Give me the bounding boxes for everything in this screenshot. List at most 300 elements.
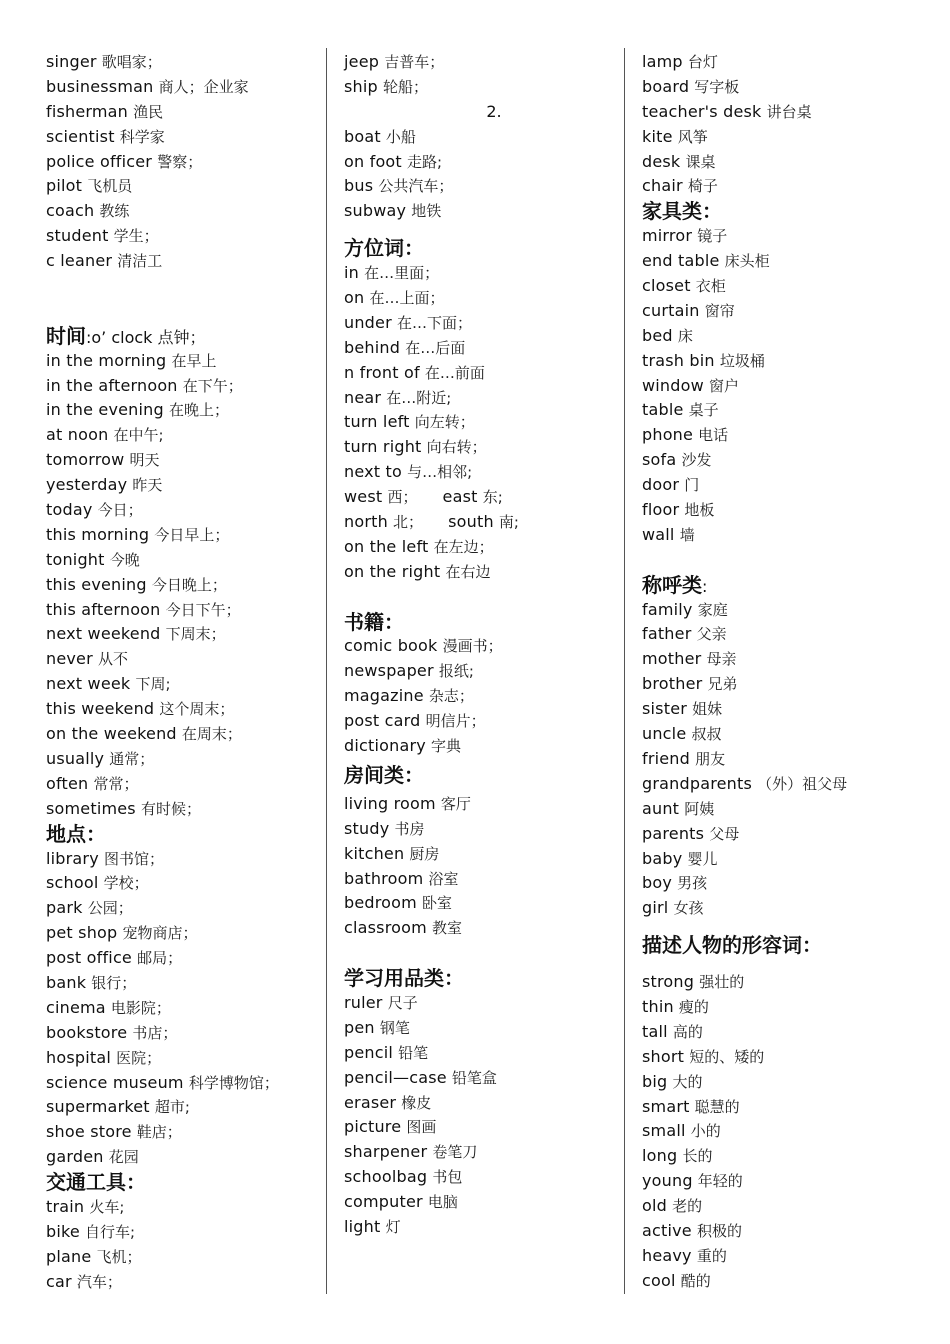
vocab-entry: [642, 374, 932, 399]
vocab-chinese: 与…相邻;: [407, 463, 473, 482]
column-2: [344, 50, 614, 1240]
vocab-english: usually: [46, 748, 105, 768]
time-heading: [46, 324, 316, 349]
vocab-chinese: 床头柜: [724, 252, 770, 271]
vocab-entry: [642, 896, 932, 921]
vocab-english: turn left: [344, 412, 410, 432]
vocab-chinese: 火车;: [89, 1197, 125, 1216]
vocab-english: wall: [642, 524, 675, 544]
transport-cont-list: [344, 50, 614, 100]
vocab-chinese: 自行车;: [85, 1222, 136, 1241]
vocab-chinese: 男孩: [677, 874, 708, 893]
vocab-chinese: 沙发: [681, 451, 712, 470]
transport-heading: 交通工具：: [46, 1170, 146, 1195]
vocab-english: window: [642, 375, 704, 395]
family-list: [642, 598, 932, 922]
vocab-chinese: 在右边: [445, 562, 491, 581]
vocab-chinese: 讲台桌: [766, 102, 812, 121]
vocab-english: school: [46, 873, 99, 893]
vocab-entry: [344, 460, 614, 485]
vocab-chinese: 教练: [99, 202, 130, 221]
vocab-entry: [46, 448, 316, 473]
vocab-chinese: 女孩: [673, 899, 704, 918]
vocab-english: this afternoon: [46, 599, 161, 619]
adjectives-heading: 描述人物的形容词：: [642, 933, 822, 958]
vocab-chinese: 从不: [97, 650, 128, 669]
vocab-entry: [344, 817, 614, 842]
vocab-english: closet: [642, 276, 691, 296]
vocab-english: on the left: [344, 536, 429, 556]
vocab-english: this weekend: [46, 699, 155, 719]
vocab-english: businessman: [46, 76, 154, 96]
vocab-entry: [642, 1219, 932, 1244]
vocab-chinese: 在中午;: [113, 426, 164, 445]
vocab-chinese: 年轻的: [697, 1172, 743, 1191]
vocab-english: near: [344, 387, 382, 407]
vocab-entry: [46, 1095, 316, 1120]
time-heading-rest: :o’ clock 点钟；: [86, 327, 206, 347]
vocab-entry: [46, 971, 316, 996]
vocab-chinese: 昨天: [132, 476, 163, 495]
vocab-chinese: 窗户: [709, 376, 740, 395]
vocab-english: never: [46, 649, 93, 669]
vocab-english: door: [642, 475, 680, 495]
vocab-chinese: 姐妹: [692, 700, 723, 719]
vocab-chinese: 书房: [394, 819, 425, 838]
vocab-entry: [344, 1165, 614, 1190]
vocab-chinese: 小的: [690, 1122, 721, 1141]
column-1: [46, 50, 316, 1295]
vocab-english: teacher's desk: [642, 101, 762, 121]
vocab-chinese: 长的: [682, 1147, 713, 1166]
vocab-english: next weekend: [46, 624, 161, 644]
vocab-english: end table: [642, 251, 720, 271]
vocab-entry: [642, 75, 932, 100]
vocab-entry: [344, 199, 614, 224]
vocab-chinese: 走路;: [407, 152, 443, 171]
vocab-english: shoe store: [46, 1122, 132, 1142]
vocab-entry: [46, 1220, 316, 1245]
vocab-english: bathroom: [344, 868, 424, 888]
vocab-english: magazine: [344, 686, 424, 706]
vocab-entry: [46, 50, 316, 75]
vocab-chinese: 在…上面；: [369, 289, 445, 308]
vocab-entry: [642, 847, 932, 872]
vocab-entry: [344, 734, 614, 759]
vocab-chinese: 报纸;: [438, 662, 474, 681]
time-heading-text: 时间: [46, 323, 86, 348]
vocab-chinese: 这个周末；: [159, 700, 235, 719]
compass-list: [344, 485, 614, 535]
vocab-entry: [46, 747, 316, 772]
vocab-chinese: 在…后面: [405, 338, 466, 357]
vocab-english: study: [344, 818, 390, 838]
vocab-entry: [344, 410, 614, 435]
vocab-english: on foot: [344, 151, 402, 171]
vocab-entry: [642, 970, 932, 995]
vocab-chinese: 在…下面；: [396, 313, 472, 332]
vocab-chinese: 电话: [698, 426, 729, 445]
vocab-english: big: [642, 1071, 668, 1091]
vocab-entry: [46, 1195, 316, 1220]
vocab-chinese: 公共汽车；: [378, 177, 454, 196]
vocab-chinese: 瘦的: [678, 997, 709, 1016]
vocab-entry: [46, 1120, 316, 1145]
vocab-chinese: 科学家: [119, 127, 165, 146]
vocab-english: car: [46, 1271, 72, 1291]
vocab-entry: [344, 684, 614, 709]
vocab-entry: [344, 1190, 614, 1215]
vocab-entry: [46, 573, 316, 598]
vocab-english: small: [642, 1121, 686, 1141]
vocab-chinese: 书店；: [132, 1023, 178, 1042]
vocab-entry: [46, 498, 316, 523]
vocab-entry: [344, 336, 614, 361]
vocab-entry: [344, 560, 614, 585]
vocab-entry: [642, 125, 932, 150]
vocab-entry: [642, 349, 932, 374]
vocab-chinese: 今日早上；: [154, 525, 230, 544]
vocab-entry: [642, 672, 932, 697]
vocab-english: cinema: [46, 997, 106, 1017]
vocab-english: hospital: [46, 1047, 111, 1067]
vocab-chinese: 花园: [108, 1148, 139, 1167]
vocab-chinese: 邮局；: [137, 949, 183, 968]
vocab-entry: [344, 1091, 614, 1116]
vocab-entry: [46, 1245, 316, 1270]
vocab-chinese: 今日；: [97, 501, 143, 520]
vocab-chinese: 图画: [406, 1118, 437, 1137]
vocab-english: table: [642, 400, 684, 420]
vocab-entry: [642, 523, 932, 548]
vocab-chinese: 电脑: [427, 1193, 458, 1212]
supplies-cont-list: [642, 50, 932, 199]
vocab-chinese: 阿姨: [684, 799, 715, 818]
vocab-chinese: 卧室: [422, 894, 453, 913]
vocab-english: sometimes: [46, 798, 136, 818]
vocab-chinese: 短的、矮的: [689, 1047, 765, 1066]
vocab-english: behind: [344, 337, 401, 357]
vocab-entry: [46, 797, 316, 822]
vocab-chinese: 椅子: [687, 177, 718, 196]
vocab-entry: [46, 473, 316, 498]
vocab-chinese: 飞机；: [96, 1247, 142, 1266]
vocab-entry: [46, 722, 316, 747]
vocab-chinese: 灯: [385, 1217, 401, 1236]
vocab-entry: [46, 847, 316, 872]
family-heading-rest: :: [702, 576, 708, 596]
vocab-english: boat: [344, 126, 381, 146]
vocab-entry: [642, 50, 932, 75]
vocab-english: classroom: [344, 918, 427, 938]
vocab-entry: [344, 435, 614, 460]
vocab-chinese: 朋友: [695, 749, 726, 768]
vocab-english: on: [344, 288, 365, 308]
vocab-chinese: 警察；: [157, 152, 203, 171]
vocab-chinese: 尺子: [387, 993, 418, 1012]
vocab-english: north: [344, 512, 388, 532]
vocab-entry: [642, 423, 932, 448]
vocab-chinese: 客厅: [440, 794, 471, 813]
supplies-heading: 学习用品类：: [344, 966, 464, 991]
vocab-chinese: 鞋店；: [136, 1123, 182, 1142]
vocab-chinese: 杂志；: [428, 687, 474, 706]
vocab-entry: [46, 125, 316, 150]
vocab-english: post office: [46, 948, 132, 968]
vocab-english: on the weekend: [46, 724, 177, 744]
vocab-entry: [46, 174, 316, 199]
vocab-entry: [344, 709, 614, 734]
vocab-chinese: 银行；: [91, 973, 137, 992]
vocab-english: ship: [344, 76, 378, 96]
column-divider: [624, 48, 625, 1294]
column-3: [642, 50, 932, 1294]
vocab-chinese: 超市;: [154, 1098, 190, 1117]
vocab-chinese: 明天: [129, 451, 160, 470]
vocab-chinese: 课桌: [685, 152, 716, 171]
vocab-entry: [642, 324, 932, 349]
vocab-english: south: [448, 512, 494, 532]
vocab-chinese: 兄弟: [707, 675, 738, 694]
vocab-chinese: （外）祖父母: [757, 774, 848, 793]
vocab-english: coach: [46, 201, 95, 221]
vocab-chinese: 在…里面；: [364, 264, 440, 283]
vocab-chinese: 风筝: [677, 127, 708, 146]
vocab-chinese: 下周末；: [165, 625, 226, 644]
vocab-chinese: 图书馆；: [103, 849, 164, 868]
vocab-english: mother: [642, 649, 702, 669]
vocab-entry: [642, 598, 932, 623]
spacer: [642, 548, 932, 573]
vocab-chinese: 铅笔盒: [451, 1068, 497, 1087]
vocab-english: subway: [344, 201, 407, 221]
vocab-entry: [344, 261, 614, 286]
vocab-chinese: 在左边；: [433, 537, 494, 556]
vocab-entry: [642, 150, 932, 175]
vocab-entry: [344, 891, 614, 916]
time-list: [46, 349, 316, 822]
vocab-chinese: 商人；企业家: [158, 77, 249, 96]
transport-list: [46, 1195, 316, 1295]
vocab-entry: [642, 299, 932, 324]
vocab-english: kitchen: [344, 843, 405, 863]
vocab-english: ruler: [344, 992, 383, 1012]
vocab-chinese: 明信片；: [425, 712, 486, 731]
vocab-english: brother: [642, 674, 703, 694]
vocab-chinese: 老的: [672, 1197, 703, 1216]
vocab-chinese: 宠物商店；: [122, 924, 198, 943]
vocab-entry: [344, 150, 614, 175]
vocab-entry: [344, 916, 614, 941]
direction-heading: 方位词：: [344, 236, 424, 261]
vocab-english: in: [344, 263, 359, 283]
vocab-chinese: 父亲: [696, 625, 727, 644]
vocab-entry: [46, 996, 316, 1021]
vocab-chinese: 聪慧的: [694, 1097, 740, 1116]
vocab-chinese: 清洁工: [117, 252, 163, 271]
vocab-english: fisherman: [46, 101, 129, 121]
spacer: [46, 274, 316, 299]
vocab-chinese: 西；: [387, 488, 418, 507]
vocab-entry: [642, 797, 932, 822]
vocab-english: often: [46, 773, 89, 793]
vocab-entry: [642, 448, 932, 473]
vocab-chinese: 在晚上；: [168, 401, 229, 420]
vocab-english: floor: [642, 500, 680, 520]
vocab-english: in the afternoon: [46, 375, 178, 395]
place-list: [46, 847, 316, 1171]
vocab-entry: [46, 1145, 316, 1170]
vocab-english: boy: [642, 873, 673, 893]
family-heading: [642, 573, 932, 598]
vocab-chinese: 大的: [672, 1072, 703, 1091]
vocab-entry: [46, 150, 316, 175]
vocab-entry: [642, 174, 932, 199]
vocab-english: trash bin: [642, 350, 715, 370]
vocab-chinese: 科学博物馆；: [188, 1073, 279, 1092]
vocab-english: garden: [46, 1147, 104, 1167]
vocab-entry: [46, 75, 316, 100]
vocab-chinese: 渔民: [133, 102, 164, 121]
column-divider: [326, 48, 327, 1294]
vocab-chinese: 在下午；: [182, 376, 243, 395]
vocab-english: family: [642, 599, 693, 619]
vocab-entry: [642, 772, 932, 797]
vocab-chinese: 学校；: [103, 874, 149, 893]
vocab-entry: [642, 995, 932, 1020]
vocab-english: cool: [642, 1270, 676, 1290]
rooms-list: [344, 792, 614, 941]
vocab-entry: [642, 1020, 932, 1045]
vocab-chinese: 钢笔: [379, 1018, 410, 1037]
vocab-entry: [642, 1169, 932, 1194]
vocab-english: next week: [46, 674, 131, 694]
vocab-entry: [642, 697, 932, 722]
vocab-english: tonight: [46, 549, 105, 569]
vocab-entry: [344, 1066, 614, 1091]
vocab-english: aunt: [642, 798, 680, 818]
vocab-english: thin: [642, 996, 674, 1016]
vocab-entry: [642, 473, 932, 498]
vocab-english: light: [344, 1216, 381, 1236]
vocab-english: kite: [642, 126, 673, 146]
vocab-english: in the morning: [46, 350, 167, 370]
vocab-english: desk: [642, 151, 681, 171]
vocab-english: bedroom: [344, 893, 417, 913]
vocab-entry: [642, 249, 932, 274]
vocab-entry: [344, 867, 614, 892]
vocab-english: sharpener: [344, 1142, 428, 1162]
vocab-chinese: 漫画书；: [442, 637, 503, 656]
vocab-english: old: [642, 1196, 667, 1216]
vocab-english: c leaner: [46, 251, 113, 271]
vocab-chinese: 今晚: [109, 550, 140, 569]
vocab-entry: [344, 75, 614, 100]
vocab-english: tall: [642, 1021, 668, 1041]
vocab-english: this morning: [46, 524, 150, 544]
vocab-entry: [344, 991, 614, 1016]
vocab-english: yesterday: [46, 475, 128, 495]
vocab-chinese: 小船: [385, 127, 416, 146]
vocab-english: pencil: [344, 1042, 394, 1062]
vocab-chinese: 电影院；: [110, 998, 171, 1017]
vocab-english: supermarket: [46, 1097, 150, 1117]
vocab-chinese: 歌唱家；: [101, 53, 162, 71]
vocab-english: plane: [46, 1246, 92, 1266]
vocab-entry: [46, 647, 316, 672]
vocab-english: next to: [344, 462, 402, 482]
vocab-english: turn right: [344, 437, 422, 457]
jobs-list: [46, 50, 316, 274]
place-heading: 地点：: [46, 821, 106, 846]
vocab-chinese: 卷笔刀: [432, 1143, 478, 1162]
vocab-entry: [642, 1095, 932, 1120]
vocab-english: singer: [46, 52, 97, 71]
vocab-entry: [642, 1070, 932, 1095]
vocab-chinese: 向左转；: [414, 413, 475, 432]
vocab-entry: [344, 792, 614, 817]
vocab-entry: [46, 199, 316, 224]
vocab-entry: [46, 622, 316, 647]
vocab-english: dictionary: [344, 736, 426, 756]
vocab-entry: [46, 946, 316, 971]
vocab-chinese: 垃圾桶: [719, 351, 765, 370]
vocab-entry: [46, 921, 316, 946]
vocab-entry: [46, 548, 316, 573]
vocab-entry: [344, 286, 614, 311]
rooms-heading: 房间类：: [344, 762, 424, 787]
vocab-entry: [344, 1016, 614, 1041]
vocab-entry: [46, 672, 316, 697]
vocab-chinese: 通常；: [109, 749, 155, 768]
vocab-english: short: [642, 1046, 685, 1066]
vocab-chinese: 台灯: [687, 53, 718, 71]
vocab-entry: [46, 1021, 316, 1046]
spacer: [46, 299, 316, 324]
vocab-english: girl: [642, 898, 669, 918]
vocab-english: pilot: [46, 176, 83, 196]
vocab-entry: [46, 423, 316, 448]
vocab-english: tomorrow: [46, 450, 125, 470]
vocab-english: heavy: [642, 1245, 692, 1265]
vocab-chinese: 吉普车；: [384, 53, 445, 71]
vocab-english: strong: [642, 972, 695, 992]
vocab-entry: [642, 498, 932, 523]
vocab-chinese: 地铁: [411, 202, 442, 221]
vocab-chinese: 墙: [679, 525, 695, 544]
books-list: [344, 634, 614, 758]
vocab-english: chair: [642, 176, 683, 196]
vocab-english: uncle: [642, 724, 687, 744]
vocab-entry: [344, 50, 614, 75]
vocab-entry: [46, 772, 316, 797]
vocab-entry: [642, 747, 932, 772]
vocab-english: sofa: [642, 450, 677, 470]
vocab-chinese: 衣柜: [695, 277, 726, 296]
vocab-chinese: 强壮的: [699, 973, 745, 992]
vocab-english: active: [642, 1220, 692, 1240]
vocab-entry: [642, 1045, 932, 1070]
vocab-entry: [46, 1071, 316, 1096]
vocab-english: science museum: [46, 1072, 184, 1092]
page-number: 2.: [486, 101, 502, 121]
vocab-entry: [344, 634, 614, 659]
vocab-english: schoolbag: [344, 1167, 428, 1187]
vocab-english: bed: [642, 325, 673, 345]
vocab-entry: [344, 1041, 614, 1066]
vocab-english: long: [642, 1146, 678, 1166]
vocab-entry: [642, 398, 932, 423]
